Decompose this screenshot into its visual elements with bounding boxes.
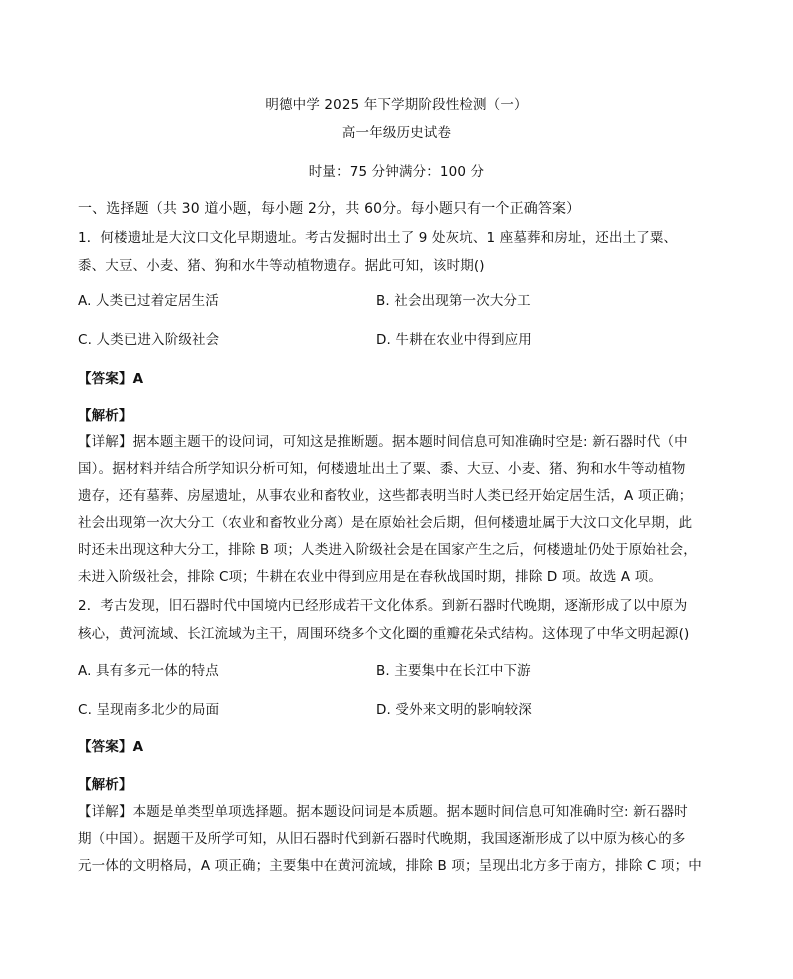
q1-stem-line2: 黍、大豆、小麦、猪、狗和水牛等动植物遗存。据此可知，该时期() <box>78 258 485 274</box>
q2-option-a: A. 具有多元一体的特点 <box>78 663 219 679</box>
section-title: 一、选择题（共 30 道小题，每小题 2分，共 60分。每小题只有一个正确答案） <box>78 201 581 217</box>
q1-option-b: B. 社会出现第一次大分工 <box>376 293 531 309</box>
q2-answer: 【答案】A <box>78 739 144 755</box>
q2-stem-line1: 2．考古发现，旧石器时代中国境内已经形成若干文化体系。到新石器时代晚期，逐渐形成了以中原为 <box>78 598 688 614</box>
paper-subtitle: 高一年级历史试卷 <box>341 125 452 141</box>
school-title: 明德中学 2025 年下学期阶段性检测（一） <box>265 97 528 113</box>
q1-detail-line: 时还未出现这种大分工，排除 B 项；人类进入阶级社会是在国家产生之后，何楼遗址仍处于原始社会， <box>78 542 697 558</box>
q2-analysis-title: 【解析】 <box>78 777 133 793</box>
q1-detail-line: 遗存，还有墓葬、房屋遗址，从事农业和畜牧业，这些都表明当时人类已经开始定居生活，A 项正确； <box>78 488 693 504</box>
q2-option-c: C. 呈现南多北少的局面 <box>78 702 220 718</box>
q1-option-d: D. 牛耕在农业中得到应用 <box>376 332 532 348</box>
q1-option-a: A. 人类已过着定居生活 <box>78 293 219 309</box>
q1-detail-line: 国）。据材料并结合所学知识分析可知，何楼遗址出土了粟、黍、大豆、小麦、猪、狗和水牛等动植物 <box>78 461 686 477</box>
q1-analysis-title: 【解析】 <box>78 408 133 424</box>
q1-answer: 【答案】A <box>78 371 144 387</box>
q2-stem-line2: 核心，黄河流域、长江流域为主干，周围环绕多个文化圈的重瓣花朵式结构。这体现了中华文明起源() <box>78 626 690 642</box>
q2-detail-line: 【详解】本题是单类型单项选择题。据本题设问词是本质题。据本题时间信息可知准确时空: 新石器时 <box>78 804 688 820</box>
q2-detail-line: 元一体的文明格局，A 项正确；主要集中在黄河流域，排除 B 项；呈现出北方多于南方，排除 C 项；中 <box>78 858 702 874</box>
q2-option-b: B. 主要集中在长江中下游 <box>376 663 531 679</box>
q1-stem-line1: 1．何楼遗址是大汶口文化早期遗址。考古发掘时出土了 9 处灰坑、1 座墓葬和房址，还出土了粟、 <box>78 230 678 246</box>
q2-detail-line: 期（中国）。据题干及所学可知，从旧石器时代到新石器时代晚期，我国逐渐形成了以中原为核心的多 <box>78 831 686 847</box>
time-score-line: 时量：75 分钟满分：100 分 <box>308 164 485 180</box>
q1-detail-line: 社会出现第一次大分工（农业和畜牧业分离）是在原始社会后期，但何楼遗址属于大汶口文化早期，此 <box>78 515 693 531</box>
q1-detail-line: 【详解】据本题主题干的设问词，可知这是推断题。据本题时间信息可知准确时空是: 新石器时代（中 <box>78 434 688 450</box>
q1-option-c: C. 人类已进入阶级社会 <box>78 332 220 348</box>
q1-detail-line: 未进入阶级社会，排除 C项；牛耕在农业中得到应用是在春秋战国时期，排除 D 项。故选 A 项。 <box>78 569 663 585</box>
q2-option-d: D. 受外来文明的影响较深 <box>376 702 532 718</box>
